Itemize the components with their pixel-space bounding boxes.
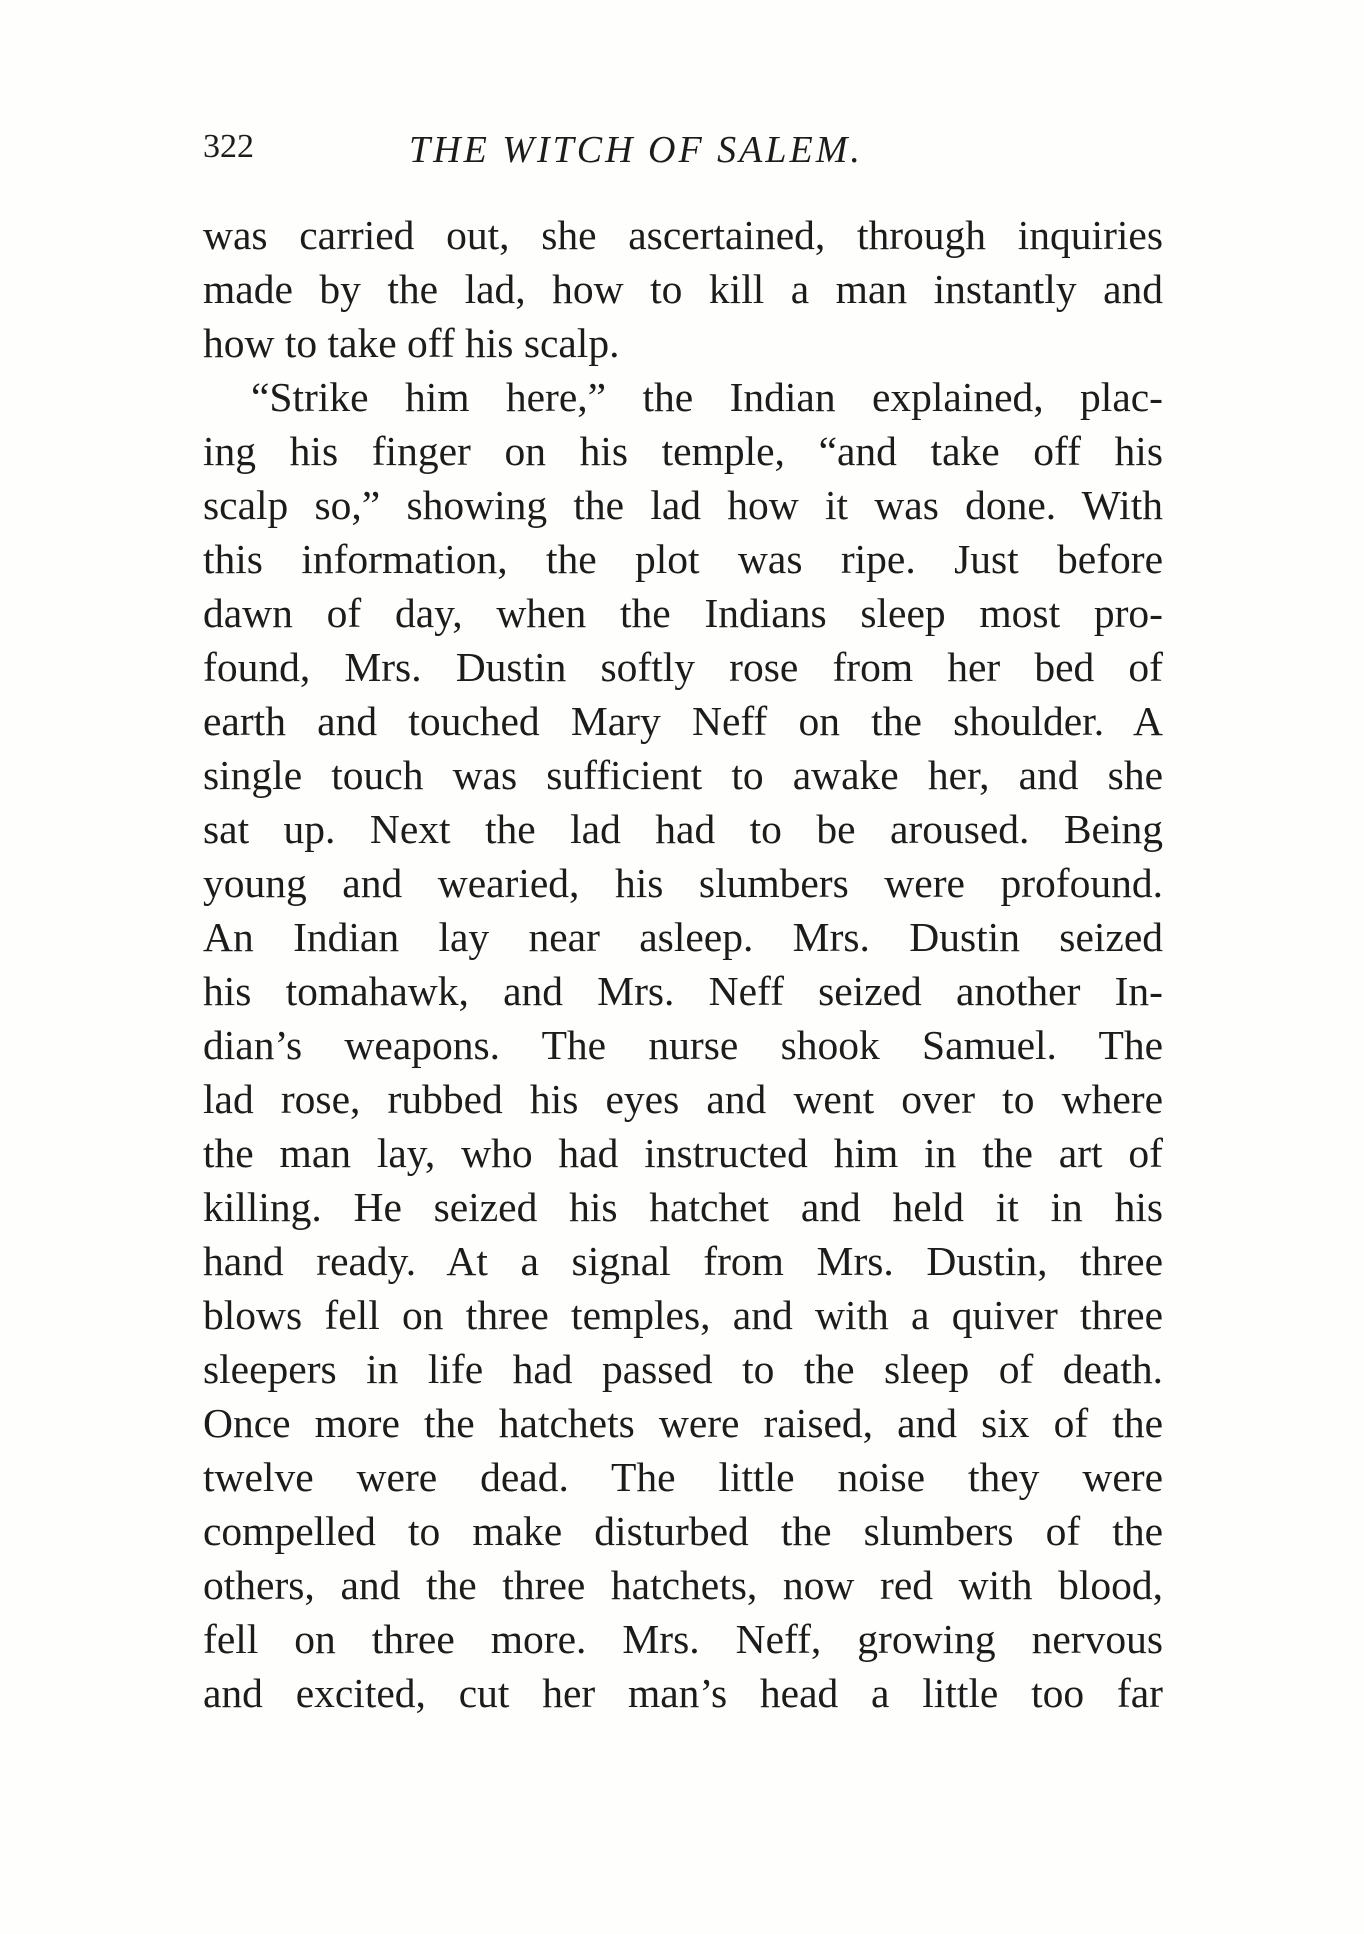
text-line: dian’s weapons. The nurse shook Samuel. The xyxy=(203,1022,1163,1068)
text-line: how to take off his scalp. xyxy=(203,320,620,366)
text-line: “Strike him here,” the Indian explained, plac- xyxy=(251,374,1163,420)
text-line: found, Mrs. Dustin softly rose from her bed of xyxy=(203,644,1163,690)
text-line: sat up. Next the lad had to be aroused. Being xyxy=(203,806,1163,852)
text-line: this information, the plot was ripe. Just before xyxy=(203,536,1163,582)
page-number: 322 xyxy=(203,128,254,165)
text-line: blows fell on three temples, and with a quiver three xyxy=(203,1292,1163,1338)
text-line: earth and touched Mary Neff on the shoulder. A xyxy=(203,698,1163,744)
text-line: made by the lad, how to kill a man instantly and xyxy=(203,266,1163,312)
running-title: THE WITCH OF SALEM. xyxy=(409,129,863,171)
body-text xyxy=(203,208,1163,1720)
text-line: others, and the three hatchets, now red with blood, xyxy=(203,1562,1163,1608)
text-line: hand ready. At a signal from Mrs. Dustin, three xyxy=(203,1238,1163,1284)
text-line: dawn of day, when the Indians sleep most pro- xyxy=(203,590,1163,636)
text-line: compelled to make disturbed the slumbers of the xyxy=(203,1508,1163,1554)
text-line: twelve were dead. The little noise they were xyxy=(203,1454,1163,1500)
text-line: scalp so,” showing the lad how it was done. With xyxy=(203,482,1163,528)
text-line: was carried out, she ascertained, through inquiries xyxy=(203,212,1163,258)
text-line: killing. He seized his hatchet and held it in his xyxy=(203,1184,1163,1230)
text-line: young and wearied, his slumbers were profound. xyxy=(203,860,1163,906)
text-line: fell on three more. Mrs. Neff, growing nervous xyxy=(203,1616,1163,1662)
text-line: Once more the hatchets were raised, and six of the xyxy=(203,1400,1163,1446)
text-line: his tomahawk, and Mrs. Neff seized another In- xyxy=(203,968,1163,1014)
text-line: and excited, cut her man’s head a little too far xyxy=(203,1670,1163,1716)
text-line: ing his finger on his temple, “and take off his xyxy=(203,428,1163,474)
text-line: single touch was sufficient to awake her, and she xyxy=(203,752,1163,798)
text-line: sleepers in life had passed to the sleep of death. xyxy=(203,1346,1163,1392)
text-line: An Indian lay near asleep. Mrs. Dustin seized xyxy=(203,914,1163,960)
text-line: the man lay, who had instructed him in the art of xyxy=(203,1130,1163,1176)
text-line: lad rose, rubbed his eyes and went over to where xyxy=(203,1076,1163,1122)
page-header xyxy=(203,128,1163,178)
